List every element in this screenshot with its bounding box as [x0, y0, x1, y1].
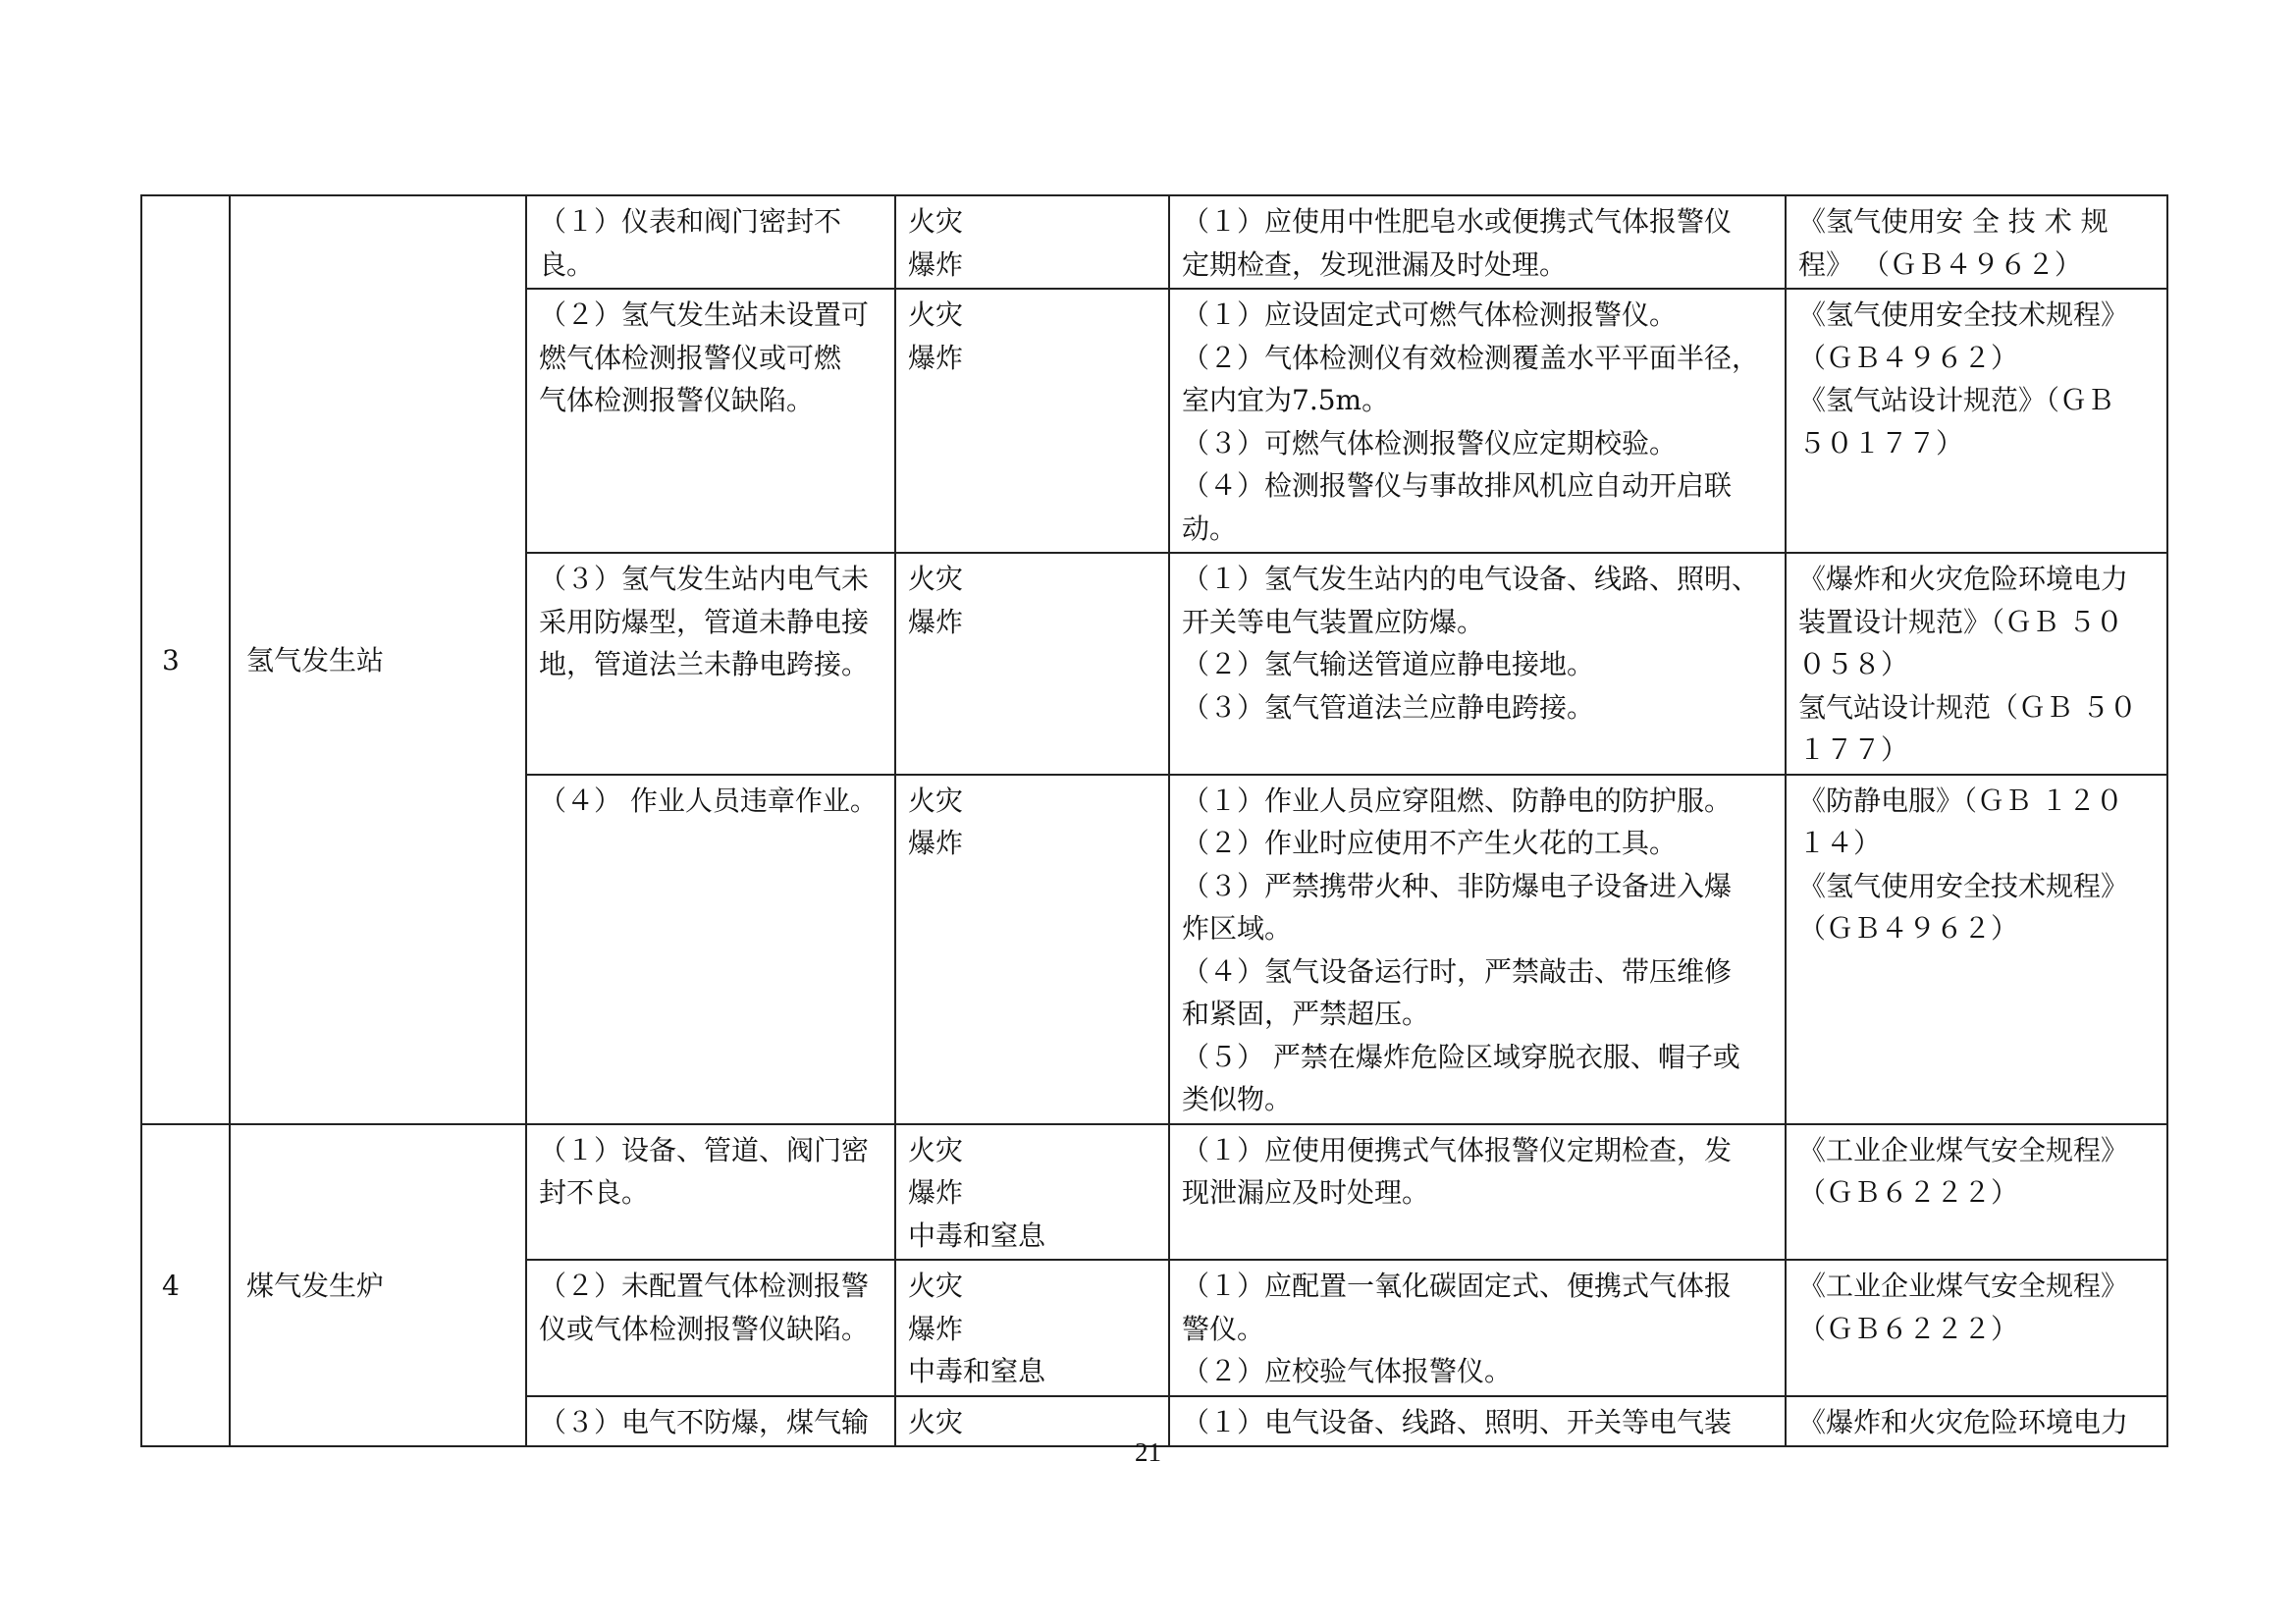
control-measures-line: （４）检测报警仪与事故排风机应自动开启联 — [1182, 469, 1733, 502]
regulation-basis-line: 氢气站设计规范（ＧＢ ５０ — [1798, 690, 2137, 724]
accident-type-line: 火灾 — [908, 298, 964, 331]
table-row — [141, 195, 2167, 289]
hazard-cause-line: 良。 — [539, 247, 595, 281]
regulation-basis-line: 《工业企业煤气安全规程》 — [1798, 1270, 2129, 1302]
accident-type — [895, 289, 1169, 553]
control-measures-line: 警仪。 — [1182, 1312, 1265, 1345]
accident-type-line: 爆炸 — [908, 341, 964, 374]
regulation-basis-line: 《工业企业煤气安全规程》 — [1798, 1133, 2129, 1166]
facility-name: 氢气发生站 — [230, 195, 526, 1124]
hazard-cause-line: （１）仪表和阀门密封不 — [539, 205, 842, 238]
control-measures-line: （３）可燃气体检测报警仪应定期校验。 — [1182, 426, 1678, 460]
hazard-cause-line: 燃气体检测报警仪或可燃 — [539, 341, 842, 374]
hazard-cause — [526, 195, 895, 289]
hazard-cause-line: 气体检测报警仪缺陷。 — [539, 384, 815, 416]
section-number: 3 — [141, 195, 230, 1124]
regulation-basis-line: （ＧＢ４９６２） — [1798, 912, 2019, 945]
control-measures-line: （２）应校验气体报警仪。 — [1182, 1355, 1513, 1387]
control-measures-line: 室内宜为7.5m。 — [1182, 384, 1390, 416]
regulation-basis-line: 《氢气使用安全技术规程》 — [1798, 298, 2129, 331]
regulation-basis-line: （ＧＢ６２２２） — [1798, 1312, 2019, 1345]
accident-type-line: 爆炸 — [908, 247, 964, 281]
control-measures-line: 现泄漏应及时处理。 — [1182, 1176, 1430, 1209]
control-measures-line: （３）氢气管道法兰应静电跨接。 — [1182, 690, 1595, 724]
accident-type-line: 中毒和窒息 — [908, 1218, 1046, 1252]
control-measures-line: （２）作业时应使用不产生火花的工具。 — [1182, 827, 1678, 859]
hazard-cause — [526, 553, 895, 775]
accident-type-line: 火灾 — [908, 784, 964, 817]
accident-type-line: 火灾 — [908, 1133, 964, 1166]
hazard-cause-line: 仪或气体检测报警仪缺陷。 — [539, 1312, 870, 1345]
accident-type-line: 爆炸 — [908, 827, 964, 859]
regulation-basis — [1786, 1260, 2167, 1396]
control-measures-line: 和紧固，严禁超压。 — [1182, 998, 1430, 1030]
regulation-basis-line: （ＧＢ４９６２） — [1798, 341, 2019, 374]
control-measures-line: （３）严禁携带火种、非防爆电子设备进入爆 — [1182, 869, 1733, 902]
accident-type-line: 爆炸 — [908, 1176, 964, 1209]
hazard-cause — [526, 1124, 895, 1261]
accident-type — [895, 195, 1169, 289]
regulation-basis-line: ０５８） — [1798, 648, 1909, 680]
control-measures-line: 炸区域。 — [1182, 912, 1293, 945]
control-measures-line: （２）氢气输送管道应静电接地。 — [1182, 648, 1595, 680]
page-number: 21 — [1135, 1437, 1161, 1467]
accident-type-line: 火灾 — [908, 563, 964, 595]
control-measures-line: （４）氢气设备运行时，严禁敲击、带压维修 — [1182, 954, 1733, 988]
accident-type-line: 爆炸 — [908, 1312, 964, 1345]
control-measures-line: （２）气体检测仪有效检测覆盖水平平面半径， — [1182, 341, 1760, 374]
accident-type-line: 火灾 — [908, 1270, 964, 1302]
regulation-basis-line: 《爆炸和火灾危险环境电力 — [1798, 563, 2129, 595]
control-measures — [1169, 1124, 1786, 1261]
control-measures-line: （１）应使用便携式气体报警仪定期检查，发 — [1182, 1133, 1733, 1166]
control-measures — [1169, 553, 1786, 775]
accident-type-line: 爆炸 — [908, 605, 964, 638]
hazard-cause-line: 采用防爆型，管道未静电接 — [539, 605, 870, 638]
regulation-basis-line: （ＧＢ６２２２） — [1798, 1176, 2019, 1209]
regulation-basis-line: 《氢气使用安 全 技 术 规 — [1798, 205, 2109, 238]
accident-type — [895, 1124, 1169, 1261]
hazard-cause-line: （４） 作业人员违章作业。 — [539, 784, 878, 817]
control-measures — [1169, 1260, 1786, 1396]
section-number: 4 — [141, 1124, 230, 1447]
hazard-cause — [526, 775, 895, 1124]
control-measures-line: （１）应配置一氧化碳固定式、便携式气体报 — [1182, 1270, 1733, 1302]
control-measures-line: 动。 — [1182, 512, 1238, 545]
accident-type-line: 火灾 — [908, 205, 964, 238]
regulation-basis-line: 程》 （ＧＢ４９６２） — [1798, 247, 2082, 281]
accident-type — [895, 775, 1169, 1124]
accident-type — [895, 553, 1169, 775]
hazard-cause-line: （２）未配置气体检测报警 — [539, 1270, 870, 1302]
regulation-basis — [1786, 195, 2167, 289]
table-row — [141, 1124, 2167, 1261]
hazard-cause-line: （３）电气不防爆，煤气输 — [539, 1405, 870, 1438]
hazard-cause-line: 封不良。 — [539, 1176, 650, 1209]
regulation-basis-line: １４） — [1798, 827, 1882, 859]
accident-type — [895, 1260, 1169, 1396]
hazard-table — [140, 194, 2168, 1447]
regulation-basis-line: 《爆炸和火灾危险环境电力 — [1798, 1405, 2129, 1438]
control-measures — [1169, 195, 1786, 289]
regulation-basis-line: 《防静电服》（ＧＢ １２０ — [1798, 784, 2123, 817]
regulation-basis — [1786, 775, 2167, 1124]
control-measures-line: 定期检查，发现泄漏及时处理。 — [1182, 247, 1568, 281]
control-measures-line: （５） 严禁在爆炸危险区域穿脱衣服、帽子或 — [1182, 1040, 1740, 1073]
accident-type-line: 火灾 — [908, 1405, 964, 1438]
control-measures — [1169, 775, 1786, 1124]
hazard-cause-line: 地，管道法兰未静电跨接。 — [539, 648, 870, 680]
hazard-cause-line: （１）设备、管道、阀门密 — [539, 1133, 870, 1166]
regulation-basis — [1786, 553, 2167, 775]
control-measures-line: 开关等电气装置应防爆。 — [1182, 605, 1485, 638]
regulation-basis — [1786, 289, 2167, 553]
hazard-cause-line: （２）氢气发生站未设置可 — [539, 298, 870, 331]
facility-name: 煤气发生炉 — [230, 1124, 526, 1447]
control-measures — [1169, 289, 1786, 553]
regulation-basis-line: 《氢气使用安全技术规程》 — [1798, 869, 2129, 902]
control-measures-line: （１）应使用中性肥皂水或便携式气体报警仪 — [1182, 205, 1733, 238]
hazard-cause — [526, 1260, 895, 1396]
control-measures-line: （１）氢气发生站内的电气设备、线路、照明、 — [1182, 563, 1760, 595]
control-measures-line: （１）电气设备、线路、照明、开关等电气装 — [1182, 1405, 1733, 1438]
accident-type-line: 中毒和窒息 — [908, 1355, 1046, 1387]
regulation-basis — [1786, 1124, 2167, 1261]
regulation-basis-line: 装置设计规范》（ＧＢ ５０ — [1798, 605, 2123, 638]
regulation-basis-line: 《氢气站设计规范》（ＧＢ — [1798, 384, 2115, 416]
control-measures-line: 类似物。 — [1182, 1083, 1293, 1115]
regulation-basis-line: １７７） — [1798, 733, 1909, 766]
hazard-cause — [526, 289, 895, 553]
regulation-basis-line: ５０１７７） — [1798, 426, 1964, 460]
hazard-cause-line: （３）氢气发生站内电气未 — [539, 563, 870, 595]
control-measures-line: （１）作业人员应穿阻燃、防静电的防护服。 — [1182, 784, 1733, 817]
control-measures-line: （１）应设固定式可燃气体检测报警仪。 — [1182, 298, 1678, 331]
